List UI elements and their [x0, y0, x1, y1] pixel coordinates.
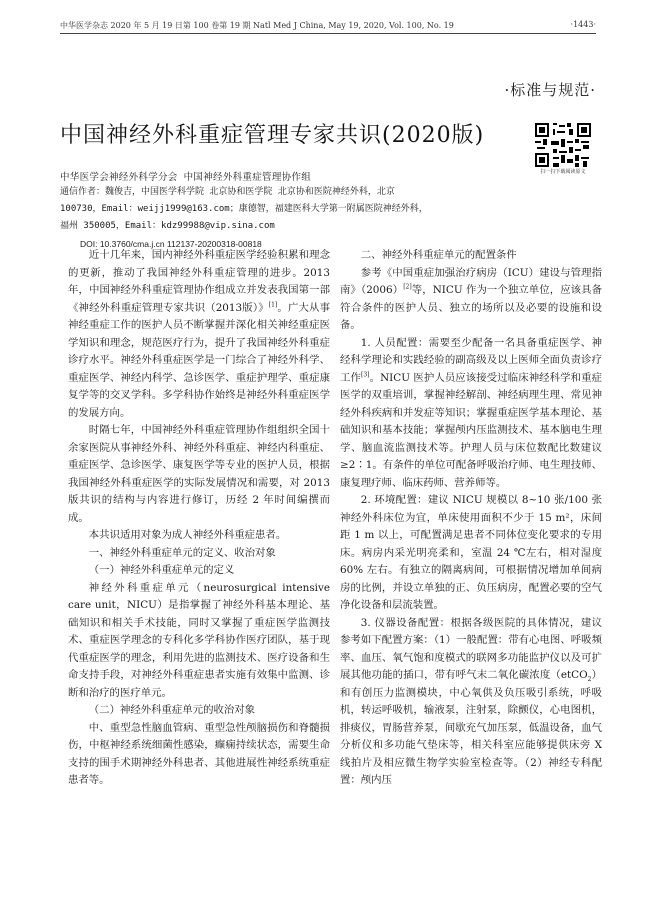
paragraph-text: 。NICU 医护人员应该接受过临床神经科学和重症医学的双重培训，掌握神经解剖、神经病理生理、常见神经外科疾病和并发症等知识；掌握重症医学基本理论、基础知识和基本技能；掌握颅内压监测技术、基本脑电生理学、脑血流监测技术等。护理人员与床位数配比数建议≥2∶1。有条件的单位可配备呼吸治疗师、电生理技师、康复理疗师、临床药师、营养师等。 [340, 371, 602, 489]
section-tag: ·标准与规范· [504, 81, 596, 99]
paragraph-text: ）和有创压力监测模块，中心氧供及负压吸引系统，呼吸机，转运呼吸机，输液泵，注射泵，除颤仪，心电图机，排痰仪，胃肠营养泵，间歇充气加压泵，低温设备，血气分析仪和多功能气垫床等，相关科室应能够提供床旁 X 线拍片及相应微生物学实验室检查等。（2）神经专科配置：颅内压 [340, 669, 603, 786]
paragraph: 时隔七年，中国神经外科重症管理协作组组织全国十余家医院从事神经外科、神经外科重症、神经内科重症、重症医学、急诊医学、康复医学等专业的医护人员，根据我国神经外科重症医学的实际发展情况和需要，对 2013 版共识的结构与内容进行修订，历经 2 年时间编撰而成。 [68, 424, 330, 524]
subsection-heading: （二）神经外科重症单元的收治对象 [88, 704, 256, 716]
paragraph: 中、重型急性脑血管病、重型急性颅脑损伤和脊髓损伤，中枢神经系统细菌性感染，癫痫持续状态，需要生命支持的围手术期神经外科患者、其他进展性神经系统重症患者等。 [68, 721, 330, 786]
subsection-heading: （一）神经外科重症单元的定义 [88, 564, 235, 576]
paragraph-text: 1. 人员配置：需要至少配备一名具备重症医学、神经科学理论和实践经验的副高级及以上医师全面负责诊疗工作 [340, 336, 602, 384]
correspondence-line: 通信作者：魏俊吉，中国医学科学院 北京协和医学院 北京协和医院神经外科，北京 [60, 187, 395, 197]
correspondence-line: 100730，Email：weijj1999@163.com；康德智，福建医科大学第一附属医院神经外科， [60, 204, 428, 214]
paragraph-text: 等，NICU 作为一个独立单位，应该具备符合条件的医护人员、独立的场所以及必要的设施和设备。 [340, 284, 602, 331]
paragraph-text: 参考《中国重症加强治疗病房（ICU）建设与管理指南》（2006） [340, 266, 602, 296]
correspondence-block [60, 184, 500, 235]
doi: DOI: 10.3760/cma.j.cn 112137-20200318-00818 [80, 239, 262, 249]
paragraph [340, 335, 602, 493]
paragraph: 2. 环境配置：建议 NICU 规模以 8~10 张/100 张神经外科床位为宜，单床使用面积不少于 15 m²，床间距 1 m 以上，可配置满足患者不同体位变化要求的专用床。病房内采光明亮柔和，室温 24 ℃左右，相对湿度 60% 左右。有独立的隔离病间，可根据情况增加单间病房的比例，并设立单独的正、负压病房，配置必要的空气净化设备和层流装置。 [340, 494, 602, 611]
qr-code-icon [535, 123, 591, 167]
paragraph [340, 265, 602, 335]
journal-citation: 中华医学杂志 2020 年 5 月 19 日第 100 卷第 19 期 Natl Med J China, May 19, 2020, Vol. 100, No. 19 [60, 21, 454, 30]
right-column [340, 247, 602, 790]
paragraph-text: 。广大从事神经重症工作的医护人员不断掌握并深化相关神经重症医学知识和理念，规范医疗行为，提升了我国神经外科重症诊疗水平。神经外科重症医学是一门综合了神经外科学、重症医学、神经内科学、急诊医学、重症护理学、重症康复学等的交叉学科。多学科协作始终是神经外科重症医学的发展方向。 [68, 301, 330, 419]
paragraph: 神经外科重症单元（neurosurgical intensive care unit，NICU）是指掌握了神经外科基本理论、基础知识和相关手术技能，同时又掌握了重症医学监测技术、重症医学理念的专科化多学科协作医疗团队，基于现代重症医学的理念，利用先进的监测技术、医疗设备和生命支持手段，对神经外科重症患者实施有效集中监测、诊断和治疗的医疗单元。 [68, 581, 330, 699]
correspondence-line: 福州 350005，Email：kdz99988@vip.sina.com [60, 221, 275, 231]
qr-caption: 扫一扫下载阅读原文 [540, 169, 586, 175]
citation-ref: [3] [360, 371, 370, 379]
header-rule [60, 33, 596, 34]
paragraph [340, 615, 602, 790]
page-number: ·1443· [570, 20, 596, 29]
paragraph-text: 3. 仪器设备配置：根据各级医院的具体情况，建议参考如下配置方案：（1）一般配置：带有心电图、呼吸频率、血压、氧气饱和度模式的联网多功能监护仪以及可扩展其他功能的插口，带有呼气末二氧化碳浓度（etCO [340, 616, 602, 681]
citation-ref: [1] [268, 301, 278, 309]
subscript: 2 [587, 676, 592, 684]
section-heading: 二、神经外科重症单元的配置条件 [360, 249, 517, 261]
paragraph: 本共识适用对象为成人神经外科重症患者。 [88, 529, 287, 541]
left-column [68, 247, 330, 790]
article-title: 中国神经外科重症管理专家共识(2020版) [60, 123, 485, 148]
citation-ref: [2] [403, 283, 412, 291]
paragraph-text: 近十几年来，国内神经外科重症医学经验积累和理念的更新，推动了我国神经外科重症管理的进步。2013 年，中国神经外科重症管理协作组成立并发表我国第一部《神经外科重症管理专家共识（2013版）》 [68, 249, 330, 314]
paragraph [68, 247, 330, 422]
author-groups: 中华医学会神经外科学分会 中国神经外科重症管理协作组 [60, 172, 312, 183]
section-heading: 一、神经外科重症单元的定义、收治对象 [88, 546, 276, 559]
running-header [60, 14, 596, 30]
